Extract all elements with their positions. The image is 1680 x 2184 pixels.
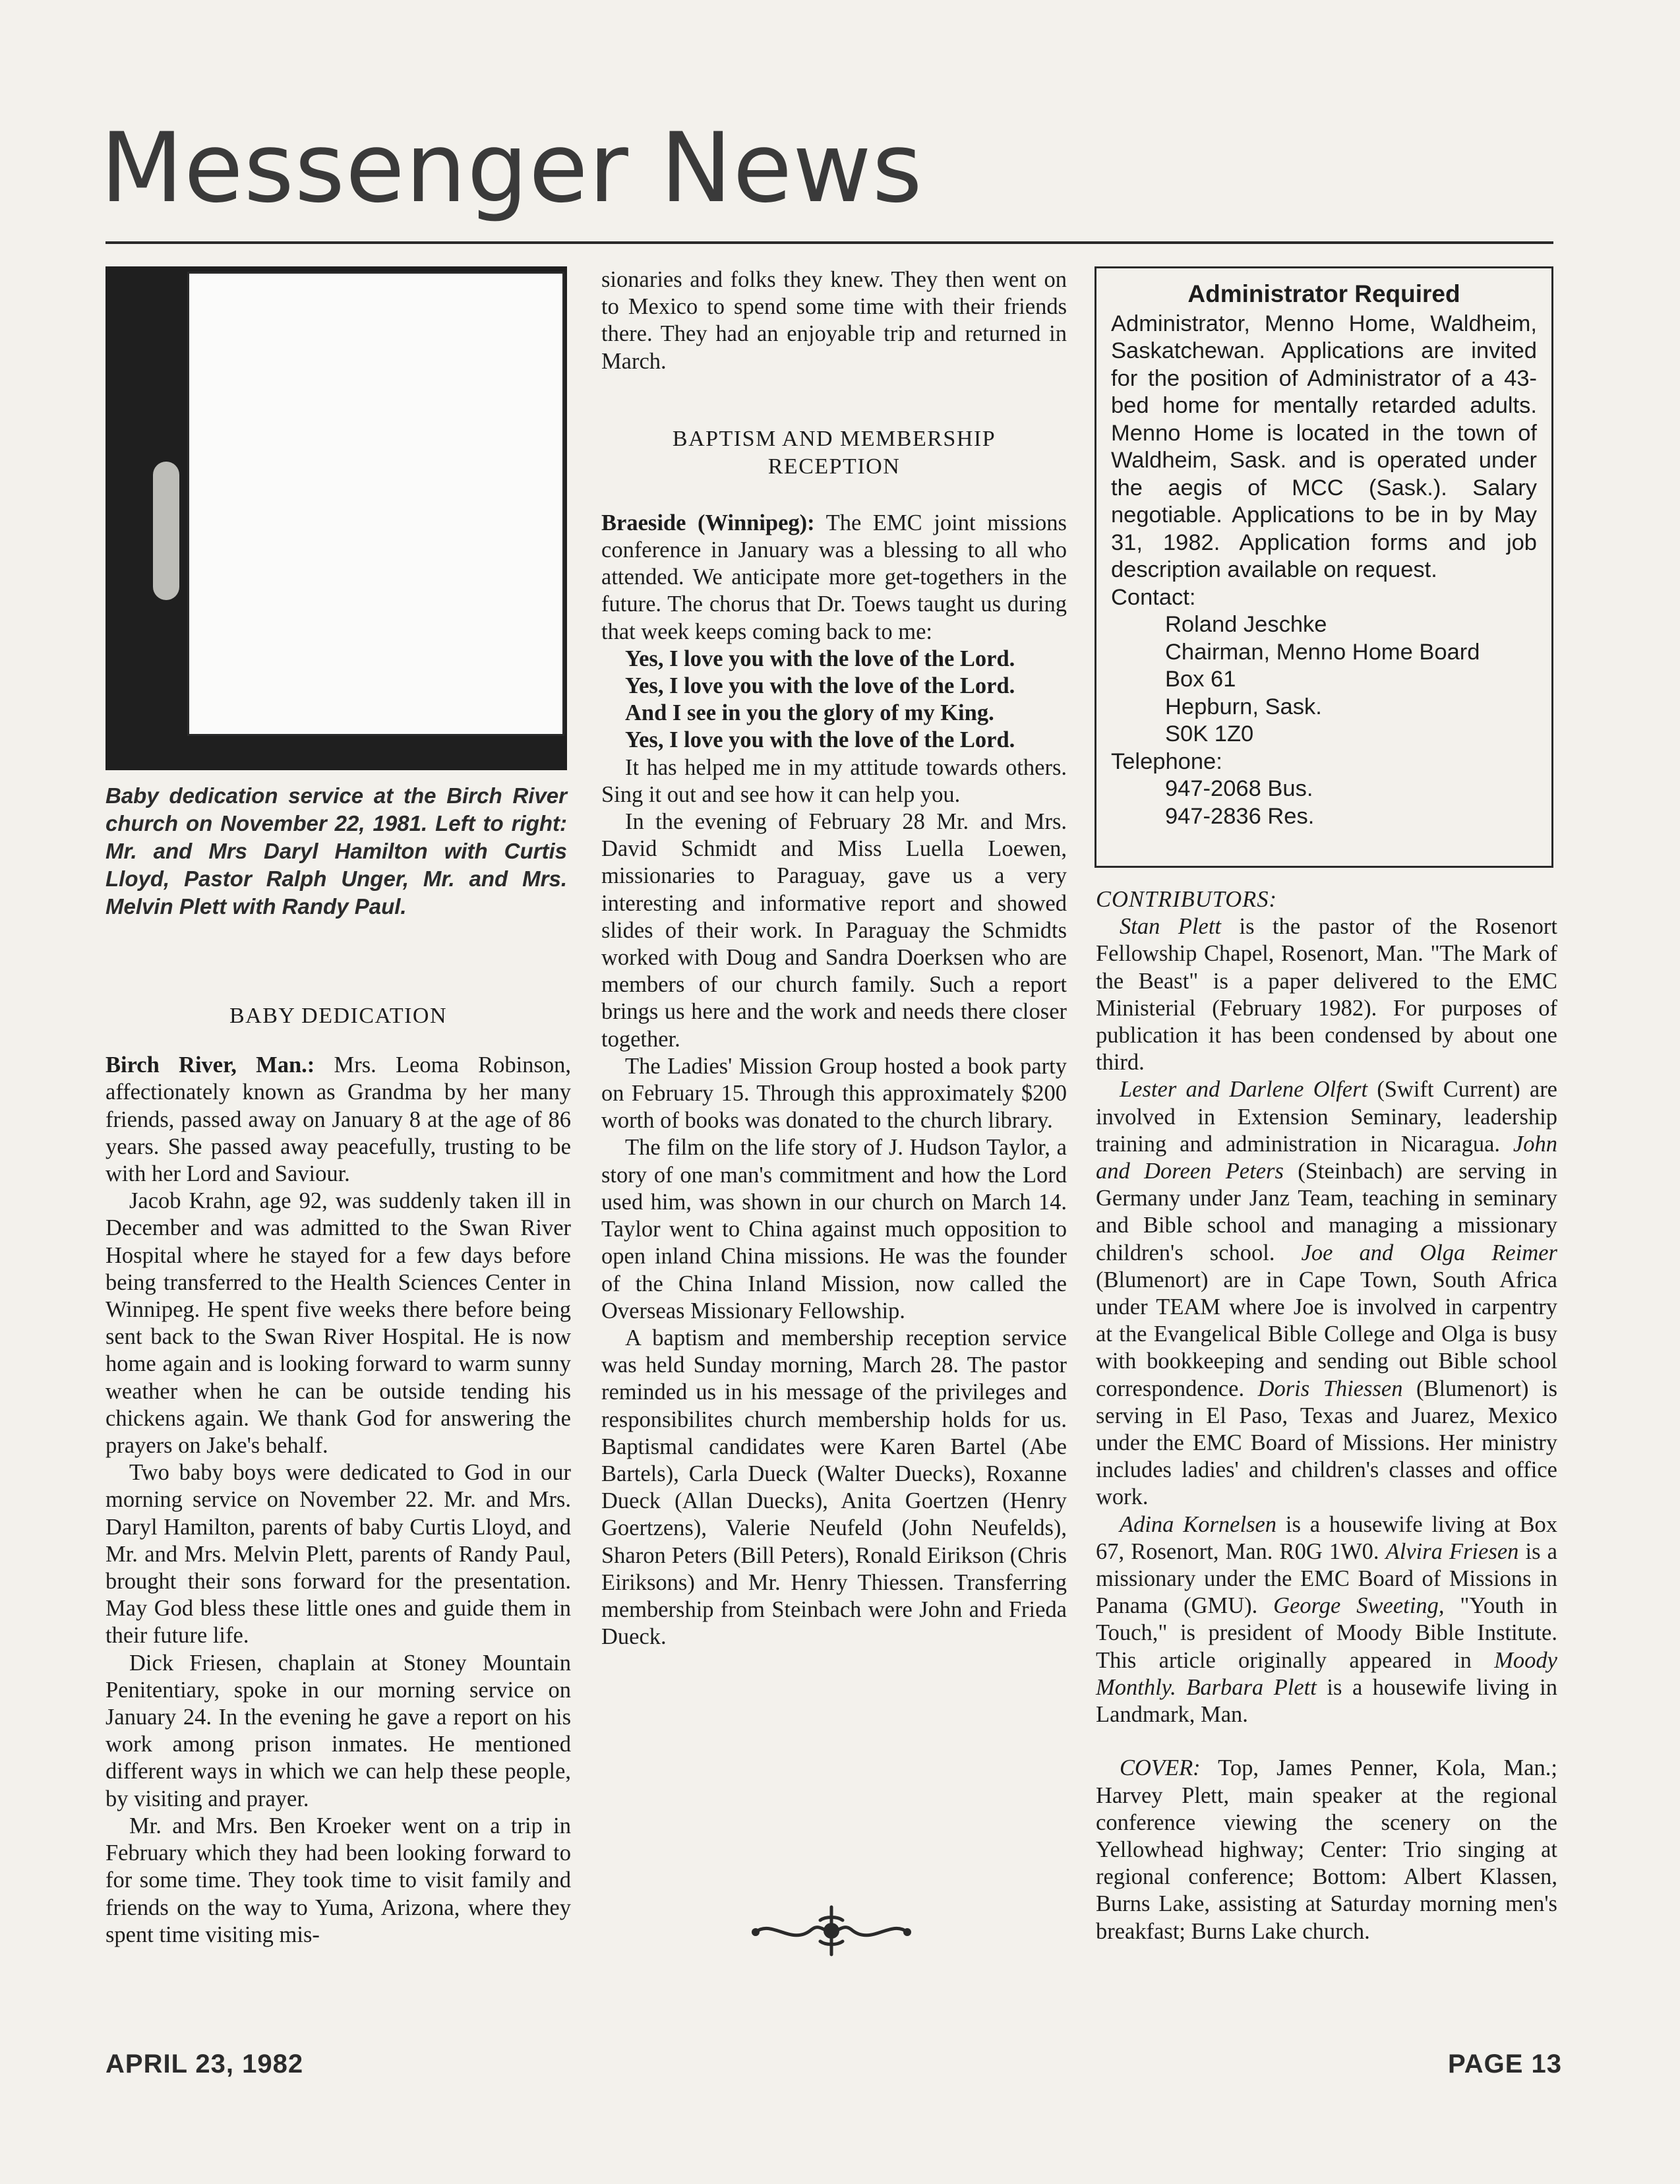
contact-line: Hepburn, Sask. <box>1165 694 1322 719</box>
contact-line: Box 61 <box>1165 667 1236 692</box>
column-baptism <box>601 266 1067 1651</box>
paragraph <box>1096 1511 1557 1729</box>
ad-title: Administrator Required <box>1187 280 1460 307</box>
publication-title: Moody Monthly. <box>1096 1647 1557 1700</box>
column-baby-dedication <box>105 1002 571 1949</box>
paragraph: Two baby boys were dedicated to God in our morning service on November 22. Mr. and Mrs. Daryl Hamilton, parents of baby Curtis Lloyd, and Mr. and Mrs. Melvin Plett, parents of Randy Paul, brought their sons forward for the presentation. May God bless these little ones and guide them in their future life. <box>105 1460 571 1649</box>
paragraph: Jacob Krahn, age 92, was suddenly taken ill in December and was admitted to the Swan River Hospital where he stayed for a few days before being transferred to the Health Sciences Center in Winnipeg. He spent five weeks there before being sent back to the Swan River Hospital. He is now home again and is looking forward to warm sunny weather when he can be outside tending his chickens again. We thank God for answering the prayers on Jake's behalf. <box>105 1188 571 1459</box>
telephone-label: Telephone: <box>1111 748 1222 774</box>
paragraph <box>105 1052 571 1188</box>
heading-line: RECEPTION <box>767 454 901 479</box>
contributor-text: is the pastor of the Rosenort Fellowship Chapel, Rosenort, Man. "The Mark of the Beast" is a paper delivered to the EMC Ministerial (February 1982). For purposes of publication it has been condensed by about one third. <box>1096 914 1557 1076</box>
contributor-text: is a housewife living at Box 67, Rosenort, Man. R0G 1W0. <box>1096 1511 1558 1564</box>
contributor-text: is a housewife living in Landmark, Man. <box>1096 1674 1557 1728</box>
contributor-name: Stan Plett <box>1120 914 1221 940</box>
paragraph-text: The EMC joint missions conference in January was a blessing to all who attended. We anticipate more get-togethers in the future. The chorus that Dr. Toews taught us during that week keeps coming back to me: <box>601 510 1067 644</box>
contributor-text: is a missionary under the EMC Board of Missions in Panama (GMU). <box>1096 1538 1557 1619</box>
photo-figure-arm <box>153 462 179 600</box>
paragraph <box>1096 913 1557 1076</box>
paragraph <box>601 510 1067 646</box>
contributor-name: Joe and Olga Reimer <box>1301 1240 1557 1265</box>
contributor-text: (Steinbach) are serving in Germany under Janz Team, teaching in seminary and Bible school and managing a missionary children's school. <box>1096 1159 1557 1265</box>
dateline: Braeside (Winnipeg): <box>601 510 815 535</box>
photo-caption: Baby dedication service at the Birch River church on November 22, 1981. Left to right: Mr. and Mrs Daryl Hamilton with Curtis Lloyd, Pastor Ralph Unger, Mr. and Mrs. Melvin Plett with Randy Paul. <box>105 783 567 919</box>
paragraph: The Ladies' Mission Group hosted a book party on February 15. Through this approximately $200 worth of books was donated to the church library. <box>601 1053 1067 1134</box>
paragraph: In the evening of February 28 Mr. and Mrs. David Schmidt and Miss Luella Loewen, missionaries to Paraguay, gave us a very interesting and informative report and showed slides of their work. In Paraguay the Schmidts worked with Doug and Sandra Doerksen who are members of our church family. Such a report brings us here and the work and needs there closer together. <box>601 809 1067 1052</box>
phone-line: 947-2836 Res. <box>1165 803 1315 829</box>
contributor-name: Alvira Friesen <box>1385 1538 1519 1564</box>
contributor-text: (Blumenort) is serving in El Paso, Texas and Juarez, Mexico under the EMC Board of Missions. Her ministry includes ladies' and children's classes and office work. <box>1096 1376 1558 1510</box>
administrator-ad-box <box>1095 266 1553 868</box>
issue-date: APRIL 23, 1982 <box>105 2049 304 2078</box>
contributor-text: "Youth in Touch," is president of Moody Bible Institute. This article originally appeared in <box>1096 1593 1557 1673</box>
contributor-name: George Sweeting, <box>1273 1593 1445 1619</box>
contact-line: Chairman, Menno Home Board <box>1165 639 1480 665</box>
page-number: PAGE 13 <box>1448 2049 1562 2078</box>
chorus-line: Yes, I love you with the love of the Lord. <box>625 646 1015 671</box>
paragraph: It has helped me in my attitude towards others. Sing it out and see how it can help you. <box>601 754 1067 807</box>
cover-text: Top, James Penner, Kola, Man.; Harvey Plett, main speaker at the regional conference viewing the scenery on the Yellowhead highway; Center: Trio singing at regional conference; Bottom: Albert Klassen, Burns Lake, assisting at Saturday morning men's breakfast; Burns Lake church. <box>1096 1755 1557 1944</box>
paragraph: Dick Friesen, chaplain at Stoney Mountain Penitentiary, spoke in our morning service on January 24. In the evening he gave a report on his work among prison inmates. He mentioned different ways in which we can help these people, by visiting and prayer. <box>105 1650 571 1811</box>
contact-line: S0K 1Z0 <box>1165 721 1254 746</box>
chorus-line: Yes, I love you with the love of the Lord. <box>625 673 1015 699</box>
contributor-name: Barbara Plett <box>1186 1674 1317 1700</box>
ornament-divider <box>742 1900 920 1960</box>
cover-label: COVER: <box>1120 1755 1201 1781</box>
masthead-title: Messenger News <box>100 112 923 224</box>
paragraph: The film on the life story of J. Hudson Taylor, a story of one man's commitment and how the Lord used him, was shown in our church on March 14. Taylor went to China against much opposition to open inland China missions. He was the founder of the China Inland Mission, now called the Overseas Missionary Fellowship. <box>601 1135 1067 1323</box>
paragraph-continued: sionaries and folks they knew. They then went on to Mexico to spend some time with their friends there. They had an enjoyable trip and returned in March. <box>601 267 1067 374</box>
section-heading-baby-dedication: BABY DEDICATION <box>229 1004 448 1028</box>
contributor-text: (Blumenort) are in Cape Town, South Africa under TEAM where Joe is involved in carpentry at the Evangelical Bible College and Olga is busy with bookkeeping and sending out Bible school correspondence. <box>1096 1267 1557 1401</box>
phone-line: 947-2068 Bus. <box>1165 776 1313 801</box>
contact-line: Roland Jeschke <box>1165 612 1327 637</box>
contributor-name: John and Doreen Peters <box>1096 1131 1557 1184</box>
paragraph: A baptism and membership reception service was held Sunday morning, March 28. The pastor reminded us in his message of the privileges and responsibilites church membership holds for us. Baptismal candidates were Karen Bartel (Abe Bartels), Carla Dueck (Walter Duecks), Roxanne Dueck (Allan Duecks), Anita Goertzen (Henry Goertzens), Valerie Neufeld (John Neufelds), Sharon Peters (Bill Peters), Ronald Eirikson (Chris Eiriksons) and Mr. Henry Thiessen. Transferring membership from Steinbach were John and Frieda Dueck. <box>601 1325 1067 1650</box>
contributor-name: Lester and Darlene Olfert <box>1120 1077 1368 1103</box>
paragraph: Mr. and Mrs. Ben Kroeker went on a trip in February which they had been looking forward to for some time. They took time to visit family and friends on the way to Yuma, Arizona, where they spent time visiting mis- <box>105 1813 571 1947</box>
heading-line: BAPTISM AND MEMBERSHIP <box>672 426 996 451</box>
contributor-name: Adina Kornelsen <box>1120 1511 1277 1537</box>
contributor-name: Doris Thiessen <box>1257 1376 1403 1401</box>
dateline: Birch River, Man.: <box>105 1052 315 1078</box>
ad-body: Administrator, Menno Home, Waldheim, Saskatchewan. Applications are invited for the position of Administrator of a 43-bed home for mentally retarded adults. Menno Home is located in the town of Waldheim, Sask. and is operated under the aegis of MCC (Sask.). Salary negotiable. Applications to be in by May 31, 1982. Application forms and job description available on request. <box>1111 311 1537 582</box>
chorus-line: And I see in you the glory of my King. <box>625 700 994 726</box>
column-contributors <box>1096 886 1557 1945</box>
paragraph-text: Mrs. Leoma Robinson, affectionately known as Grandma by her many friends, passed away on January 8 at the age of 86 years. She passed away peacefully, trusting to be with her Lord and Saviour. <box>105 1052 571 1187</box>
contributors-label: CONTRIBUTORS: <box>1096 887 1277 912</box>
contributor-text: (Swift Current) are involved in Extension Seminary, leadership training and administration in Nicaragua. <box>1096 1077 1557 1157</box>
chorus-line: Yes, I love you with the love of the Lord. <box>625 727 1015 753</box>
cover-paragraph <box>1096 1755 1557 1945</box>
masthead-rule <box>105 241 1553 244</box>
section-heading-baptism <box>601 425 1067 481</box>
photo-blank-area <box>187 272 564 736</box>
contact-label: Contact: <box>1111 584 1196 610</box>
paragraph <box>1096 1076 1557 1511</box>
